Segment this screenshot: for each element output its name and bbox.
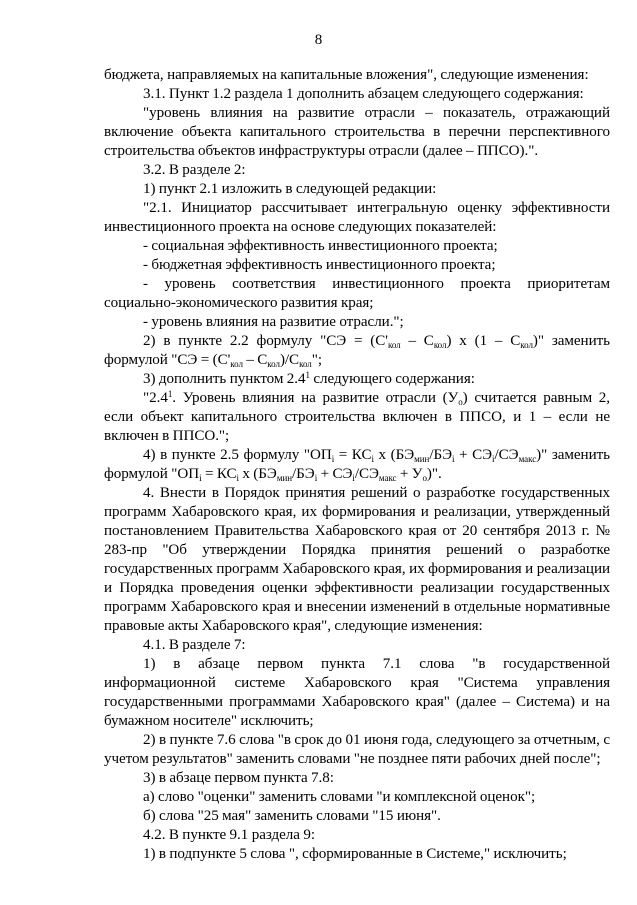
paragraph: 1) в абзаце первом пункта 7.1 слова "в государственной информационной системе Хабаровского края "Система управления государственными программами Хабаровского края" (далее – Система) и на бумажном носителе" исключить;	[104, 656, 610, 729]
paragraph: 1) пункт 2.1 изложить в следующей редакции:	[143, 181, 437, 197]
paragraph: - бюджетная эффективность инвестиционного проекта;	[143, 257, 496, 273]
paragraph: 3.2. В разделе 2:	[143, 162, 246, 178]
paragraph: бюджета, направляемых на капитальные вложения", следующие изменения:	[104, 67, 589, 83]
paragraph: - уровень влияния на развитие отрасли.";	[143, 314, 404, 330]
paragraph: - уровень соответствия инвестиционного проекта приоритетам социально-экономического развития края;	[104, 276, 610, 311]
page-number: 8	[314, 32, 323, 48]
paragraph: 3) дополнить пунктом $2.4^1$ следующего содержания:	[143, 370, 475, 387]
document-body	[104, 66, 610, 864]
paragraph: 4) в пункте 2.5 формулу "$ОП_i = КС_i$ х $(БЭ_{мин}/БЭ_i + СЭ_i/СЭ_{макс})$" заменить формулой "$ОП_i = КС_i$ х $(БЭ_{мин}/БЭ_i + СЭ_i/СЭ_{макс} + У_о)$".	[104, 447, 610, 483]
paragraph: 3.1. Пункт 1.2 раздела 1 дополнить абзацем следующего содержания:	[143, 86, 584, 102]
paragraph: а) слово "оценки" заменить словами "и комплексной оценок";	[143, 789, 536, 805]
paragraph: "$2.4^1$. Уровень влияния на развитие отрасли $(У_о)$ считается равным 2, если объект капитального строительства включен в ППСО, и 1 – если не включен в ППСО.";	[104, 389, 611, 444]
paragraph: б) слова "25 мая" заменить словами "15 июня".	[143, 808, 441, 824]
paragraph: - социальная эффективность инвестиционного проекта;	[143, 238, 498, 254]
paragraph: 2) в пункте 7.6 слова "в срок до 01 июня года, следующего за отчетным, с учетом результатов" заменить словами "не позднее пяти рабочих дней после";	[104, 732, 610, 767]
paragraph: 2) в пункте 2.2 формулу "СЭ = $(С'_{кол} - С_{кол})$ х $(1 - С_{кол})$" заменить формулой "СЭ = $(С'_{кол} - С_{кол})/С_{кол}$";	[104, 333, 610, 369]
paragraph: "2.1. Инициатор рассчитывает интегральную оценку эффективности инвестиционного проекта на основе следующих показателей:	[104, 200, 610, 235]
paragraph: 1) в подпункте 5 слова ", сформированные в Системе," исключить;	[143, 846, 567, 862]
paragraph: 4. Внести в Порядок принятия решений о разработке государственных программ Хабаровского края, их формирования и реализации, утвержденный постановлением Правительства Хабаровского края от 20 сентября 2013 г. № 283-пр "Об утверждении Порядка принятия решений о разработке государственных программ Хабаровского края, их формирования и реализации и Порядка проведения оценки эффективности реализации государственных программ Хабаровского края и внесении изменений в отдельные нормативные правовые акты Хабаровского края", следующие изменения:	[104, 485, 610, 634]
paragraph: 3) в абзаце первом пункта 7.8:	[143, 770, 334, 786]
paragraph: "уровень влияния на развитие отрасли – показатель, отражающий включение объекта капитального строительства в перечни перспективного строительства объектов инфраструктуры отрасли (далее – ППСО).".	[104, 105, 610, 159]
paragraph: 4.1. В разделе 7:	[143, 637, 246, 653]
paragraph: 4.2. В пункте 9.1 раздела 9:	[143, 827, 315, 843]
